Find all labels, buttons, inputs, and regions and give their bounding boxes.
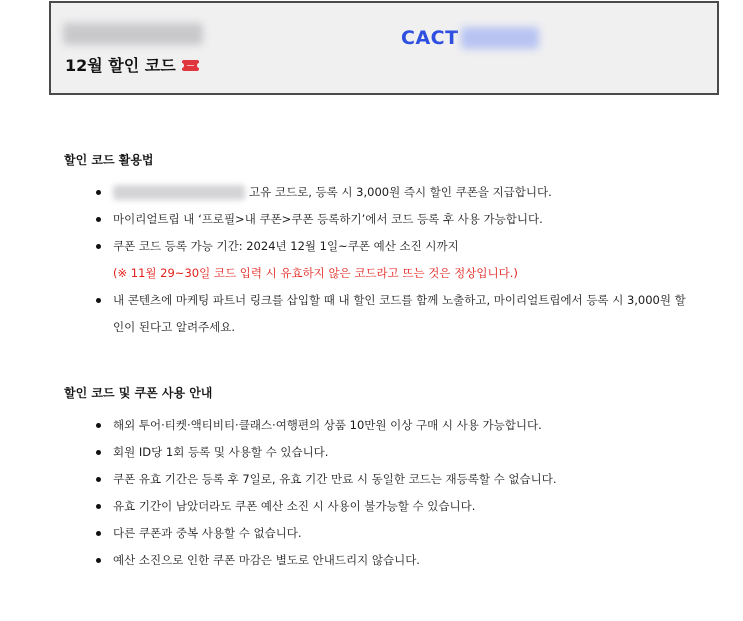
list-item (64, 287, 724, 341)
redacted-code-inline (113, 185, 245, 200)
discount-code-prefix: CACT (401, 27, 459, 49)
discount-code-card (49, 1, 719, 95)
guide-list (64, 412, 724, 574)
redacted-title (63, 23, 203, 45)
card-title: 12월 할인 코드 (65, 56, 176, 75)
guide-item-text: 다른 쿠폰과 중복 사용할 수 없습니다. (113, 526, 302, 540)
guide-item-text: 해외 투어·티켓·액티비티·클래스·여행편의 상품 10만원 이상 구매 시 사용 가능합니다. (113, 418, 542, 432)
guide-section-title: 할인 코드 및 쿠폰 사용 안내 (64, 386, 213, 400)
bullet-icon (96, 298, 101, 303)
usage-item-2: 마이리얼트립 내 ‘프로필>내 쿠폰>쿠폰 등록하기’에서 코드 등록 후 사용 가능합니다. (113, 212, 543, 226)
usage-list (64, 179, 724, 341)
list-item (64, 233, 724, 287)
bullet-icon (96, 558, 101, 563)
guide-section (64, 384, 724, 574)
ticket-icon (182, 60, 199, 71)
list-item (64, 412, 724, 439)
bullet-icon (96, 477, 101, 482)
usage-item-3-note: (※ 11월 29~30일 코드 입력 시 유효하지 않은 코드라고 뜨는 것은 정상입니다.) (113, 266, 518, 280)
guide-item-text: 쿠폰 유효 기간은 등록 후 7일로, 유효 기간 만료 시 동일한 코드는 재등록할 수 없습니다. (113, 472, 557, 486)
guide-item-text: 유효 기간이 남았더라도 쿠폰 예산 소진 시 사용이 불가능할 수 있습니다. (113, 499, 476, 513)
bullet-icon (96, 531, 101, 536)
card-title-row (65, 53, 199, 76)
list-item (64, 547, 724, 574)
list-item (64, 179, 724, 206)
bullet-icon (96, 423, 101, 428)
usage-item-3: 쿠폰 코드 등록 가능 기간: 2024년 12월 1일~쿠폰 예산 소진 시까지 (113, 239, 459, 253)
bullet-icon (96, 504, 101, 509)
list-item (64, 520, 724, 547)
bullet-icon (96, 190, 101, 195)
redacted-code (461, 27, 539, 49)
usage-section-title: 할인 코드 활용법 (64, 153, 154, 167)
bullet-icon (96, 217, 101, 222)
list-item (64, 493, 724, 520)
usage-item-4-line2: 인이 된다고 알려주세요. (113, 320, 236, 334)
bullet-icon (96, 450, 101, 455)
discount-code (401, 27, 539, 49)
guide-item-text: 예산 소진으로 인한 쿠폰 마감은 별도로 안내드리지 않습니다. (113, 553, 420, 567)
list-item (64, 439, 724, 466)
usage-item-1: 고유 코드로, 등록 시 3,000원 즉시 할인 쿠폰을 지급합니다. (249, 185, 552, 199)
guide-item-text: 회원 ID당 1회 등록 및 사용할 수 있습니다. (113, 445, 329, 459)
list-item (64, 466, 724, 493)
bullet-icon (96, 244, 101, 249)
usage-item-4-line1: 내 콘텐츠에 마케팅 파트너 링크를 삽입할 때 내 할인 코드를 함께 노출하고, 마이리얼트립에서 등록 시 3,000원 할 (113, 293, 686, 307)
list-item (64, 206, 724, 233)
usage-section (64, 151, 724, 341)
